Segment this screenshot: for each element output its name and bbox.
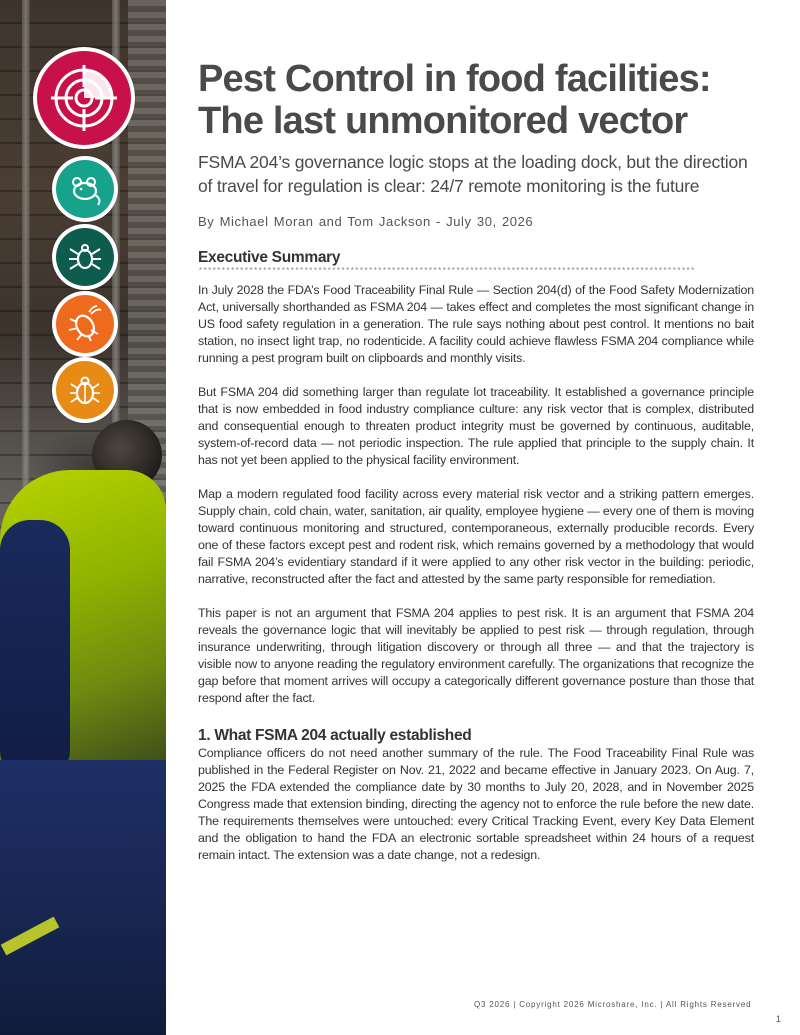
- paragraph: This paper is not an argument that FSMA 204 applies to pest risk. It is an argument that FSMA 204 reveals the governance logic that will inevitably be applied to pest risk — through regulation, through insurance underwriting, through litigation discovery or through all three — and that the trajectory is visible now to anyone reading the regulatory environment carefully. The organizations that recognize the gap before that moment arrives will occupy a categorically different governance posture than those that respond after the fact.: [198, 606, 754, 705]
- paragraph: In July 2028 the FDA’s Food Traceability Final Rule — Section 204(d) of the Food Safety Modernization Act, universally shorthanded as FSMA 204 — takes effect and completes the most significant change in US food safety regulation in a generation. The rule says nothing about pest control. It mentions no bait station, no insect light trap, no rodenticide. A facility could achieve flawless FSMA 204 compliance while running a pest program built on clipboards and monthly visits.: [198, 283, 754, 365]
- beetle-icon: [56, 361, 114, 419]
- paragraph: Map a modern regulated food facility across every material risk vector and a striking pattern emerges. Supply chain, cold chain, water, sanitation, air quality, employee hygiene — every one of them is moving toward continuous monitoring and structured, contemporaneous, externally producible records. Every one of these factors except pest and rodent risk, which remains governed by a methodology that would fail FSMA 204’s evidentiary standard if it were applied to any other risk vector in the building: periodic, narrative, reconstructed after the fact and attested by the same party responsible for remediation.: [198, 487, 754, 586]
- paragraph: But FSMA 204 did something larger than regulate lot traceability. It established a governance principle that is now embedded in food industry compliance culture: any risk vector that is complex, distributed and consequential enough to threaten product integrity must be governed by continuous, auditable, system-of-record data — not periodic inspection. The rule applied that principle to the supply chain. It has not yet been applied to the physical facility environment.: [198, 385, 754, 467]
- page-subtitle: FSMA 204’s governance logic stops at the loading dock, but the direction of travel for regulation is clear: 24/7 remote monitoring is the future: [198, 152, 748, 196]
- cover-photo: [0, 0, 166, 1035]
- asterisk-divider: ************************************************************************************************************: [198, 267, 695, 276]
- target-icon: [37, 51, 131, 145]
- section-heading-executive-summary: Executive Summary: [198, 249, 341, 266]
- section-heading-1: 1. What FSMA 204 actually established: [198, 727, 472, 744]
- page-title: [198, 58, 754, 142]
- article: [198, 58, 754, 864]
- title-line-1: Pest Control in food facilities:: [198, 58, 711, 100]
- title-line-2: The last unmonitored vector: [198, 100, 688, 142]
- page-number: 1: [776, 1014, 782, 1024]
- footer-copyright: Q3 2026 | Copyright 2026 Microshare, Inc. | All Rights Reserved: [474, 1000, 752, 1009]
- tick-icon: [56, 228, 114, 286]
- rodent-icon: [56, 160, 114, 218]
- byline: By Michael Moran and Tom Jackson - July 30, 2026: [198, 214, 534, 229]
- paragraph: Compliance officers do not need another summary of the rule. The Food Traceability Final Rule was published in the Federal Register on Nov. 21, 2022 and became effective in January 2023. On Aug. 7, 2025 the FDA extended the compliance date by 30 months to July 20, 2028, and in November 2025 Congress made that extension binding, directing the agency not to enforce the rule before the new date. The requirements themselves were untouched: every Critical Tracking Event, every Key Data Element and the obligation to hand the FDA an electronic sortable spreadsheet within 24 hours of a request remain intact. The extension was a date change, not a redesign.: [198, 746, 754, 862]
- cockroach-icon: [56, 295, 114, 353]
